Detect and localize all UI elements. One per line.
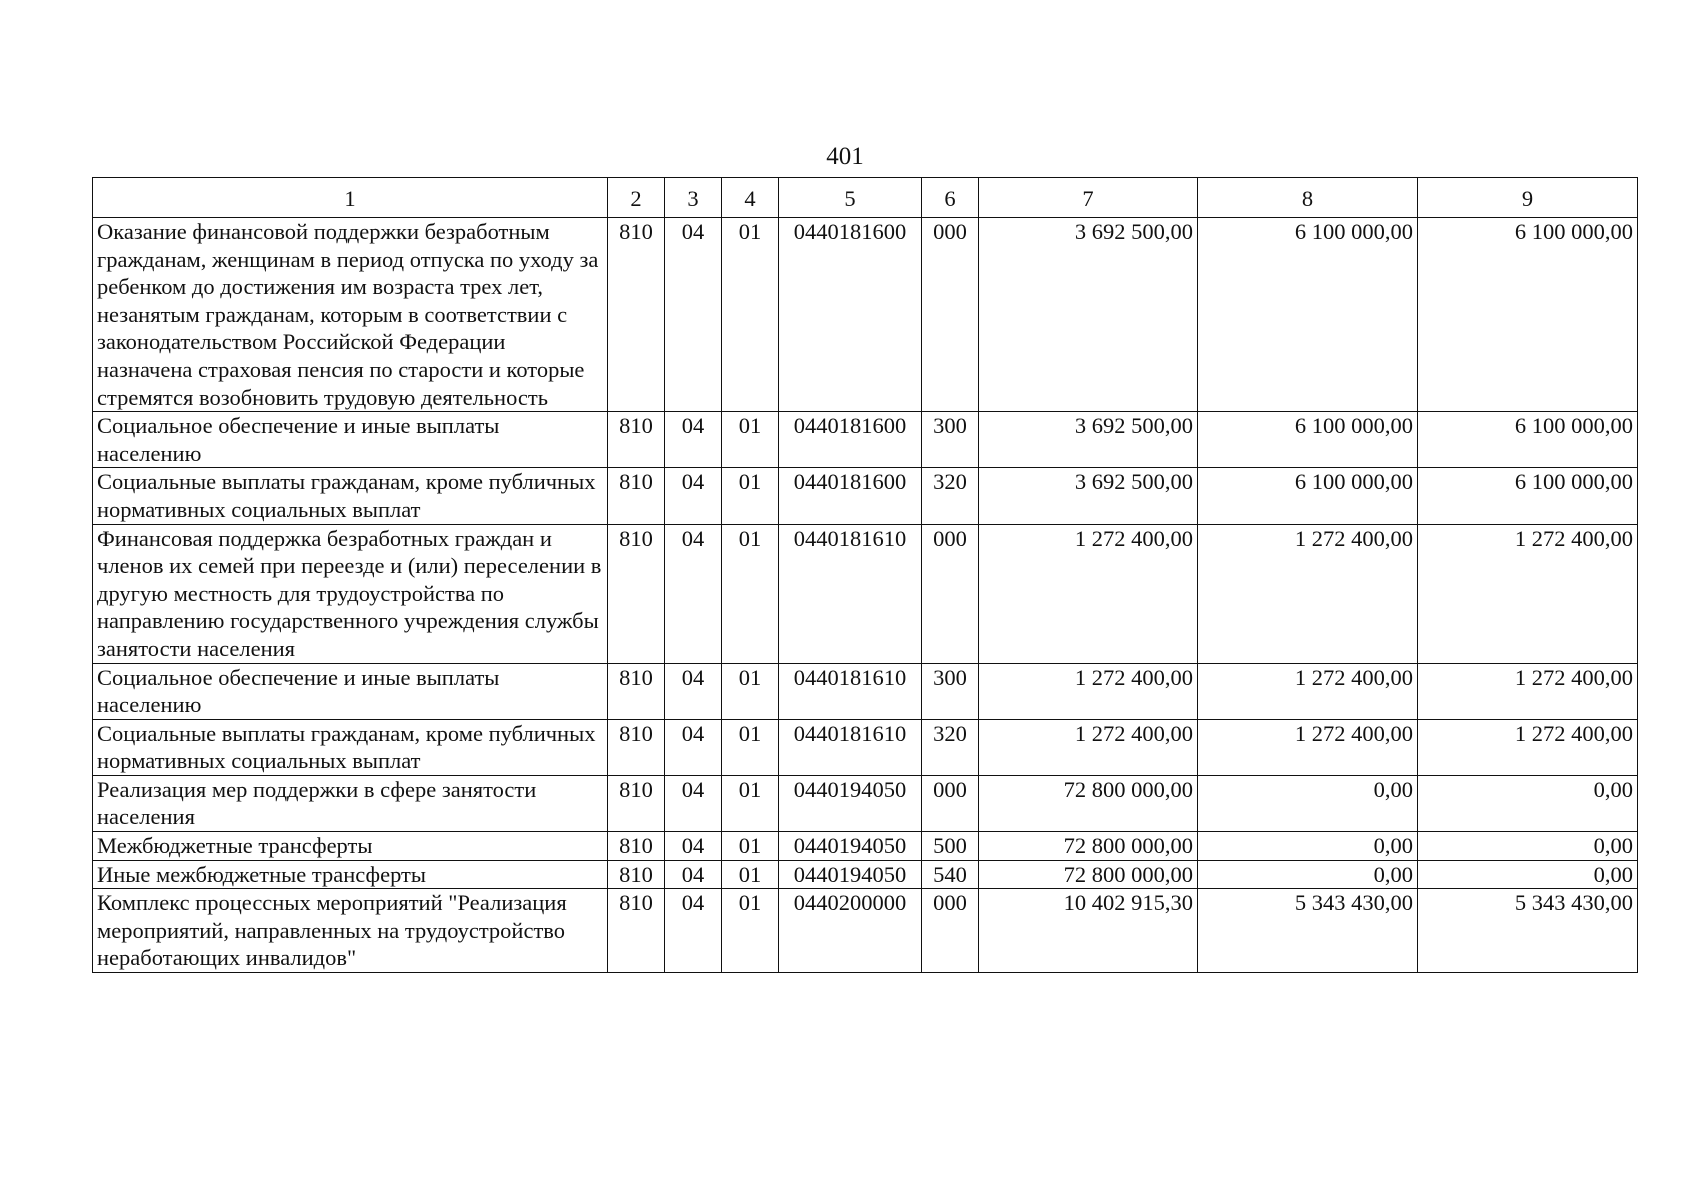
amount-col9-cell: 0,00 <box>1418 860 1638 889</box>
header-cell: 5 <box>779 178 922 218</box>
amount-col8-cell: 6 100 000,00 <box>1198 468 1418 524</box>
subsection-code-cell: 01 <box>722 218 779 412</box>
section-code-cell: 04 <box>665 218 722 412</box>
ministry-code-cell: 810 <box>608 860 665 889</box>
amount-col9-cell: 5 343 430,00 <box>1418 889 1638 973</box>
table-row <box>93 889 1638 973</box>
item-name-cell: Социальные выплаты гражданам, кроме публичных нормативных социальных выплат <box>93 719 608 775</box>
ministry-code-cell: 810 <box>608 218 665 412</box>
ministry-code-cell: 810 <box>608 412 665 468</box>
subsection-code-cell: 01 <box>722 775 779 831</box>
header-cell: 7 <box>979 178 1198 218</box>
ministry-code-cell: 810 <box>608 719 665 775</box>
subsection-code-cell: 01 <box>722 889 779 973</box>
subsection-code-cell: 01 <box>722 832 779 861</box>
amount-col8-cell: 0,00 <box>1198 832 1418 861</box>
target-article-cell: 0440200000 <box>779 889 922 973</box>
section-code-cell: 04 <box>665 719 722 775</box>
subsection-code-cell: 01 <box>722 468 779 524</box>
amount-col9-cell: 0,00 <box>1418 775 1638 831</box>
section-code-cell: 04 <box>665 524 722 663</box>
subsection-code-cell: 01 <box>722 412 779 468</box>
header-row <box>93 178 1638 218</box>
target-article-cell: 0440194050 <box>779 775 922 831</box>
target-article-cell: 0440181600 <box>779 218 922 412</box>
amount-col8-cell: 0,00 <box>1198 860 1418 889</box>
ministry-code-cell: 810 <box>608 524 665 663</box>
expense-type-cell: 300 <box>922 663 979 719</box>
header-cell: 1 <box>93 178 608 218</box>
table-row <box>93 775 1638 831</box>
budget-table <box>92 177 1638 973</box>
expense-type-cell: 000 <box>922 775 979 831</box>
amount-col9-cell: 6 100 000,00 <box>1418 218 1638 412</box>
section-code-cell: 04 <box>665 468 722 524</box>
amount-col9-cell: 6 100 000,00 <box>1418 468 1638 524</box>
amount-col7-cell: 1 272 400,00 <box>979 663 1198 719</box>
item-name-cell: Социальное обеспечение и иные выплаты населению <box>93 663 608 719</box>
header-cell: 6 <box>922 178 979 218</box>
section-code-cell: 04 <box>665 889 722 973</box>
item-name-cell: Реализация мер поддержки в сфере занятости населения <box>93 775 608 831</box>
item-name-cell: Иные межбюджетные трансферты <box>93 860 608 889</box>
table-row <box>93 412 1638 468</box>
amount-col8-cell: 1 272 400,00 <box>1198 663 1418 719</box>
table-row <box>93 524 1638 663</box>
item-name-cell: Оказание финансовой поддержки безработным гражданам, женщинам в период отпуска по уходу за ребенком до достижения им возраста трех лет, незанятым гражданам, которым в соответствии с законодательством Российской Федерации назначена страховая пенсия по старости и которые стремятся возобновить трудовую деятельность <box>93 218 608 412</box>
amount-col8-cell: 6 100 000,00 <box>1198 412 1418 468</box>
section-code-cell: 04 <box>665 412 722 468</box>
ministry-code-cell: 810 <box>608 775 665 831</box>
target-article-cell: 0440181610 <box>779 663 922 719</box>
section-code-cell: 04 <box>665 775 722 831</box>
section-code-cell: 04 <box>665 663 722 719</box>
expense-type-cell: 500 <box>922 832 979 861</box>
amount-col8-cell: 1 272 400,00 <box>1198 719 1418 775</box>
item-name-cell: Социальное обеспечение и иные выплаты населению <box>93 412 608 468</box>
target-article-cell: 0440181600 <box>779 468 922 524</box>
page-number: 401 <box>826 143 864 170</box>
subsection-code-cell: 01 <box>722 719 779 775</box>
amount-col7-cell: 72 800 000,00 <box>979 832 1198 861</box>
section-code-cell: 04 <box>665 860 722 889</box>
ministry-code-cell: 810 <box>608 663 665 719</box>
target-article-cell: 0440194050 <box>779 860 922 889</box>
item-name-cell: Финансовая поддержка безработных граждан и членов их семей при переезде и (или) переселении в другую местность для трудоустройства по направлению государственного учреждения службы занятости населения <box>93 524 608 663</box>
header-cell: 2 <box>608 178 665 218</box>
target-article-cell: 0440181610 <box>779 524 922 663</box>
target-article-cell: 0440194050 <box>779 832 922 861</box>
table-row <box>93 218 1638 412</box>
table-row <box>93 719 1638 775</box>
item-name-cell: Социальные выплаты гражданам, кроме публичных нормативных социальных выплат <box>93 468 608 524</box>
ministry-code-cell: 810 <box>608 832 665 861</box>
amount-col7-cell: 72 800 000,00 <box>979 775 1198 831</box>
table-row <box>93 832 1638 861</box>
amount-col7-cell: 1 272 400,00 <box>979 524 1198 663</box>
amount-col8-cell: 6 100 000,00 <box>1198 218 1418 412</box>
amount-col9-cell: 1 272 400,00 <box>1418 719 1638 775</box>
amount-col7-cell: 3 692 500,00 <box>979 218 1198 412</box>
expense-type-cell: 320 <box>922 719 979 775</box>
item-name-cell: Межбюджетные трансферты <box>93 832 608 861</box>
amount-col8-cell: 1 272 400,00 <box>1198 524 1418 663</box>
ministry-code-cell: 810 <box>608 468 665 524</box>
amount-col8-cell: 5 343 430,00 <box>1198 889 1418 973</box>
expense-type-cell: 000 <box>922 889 979 973</box>
amount-col7-cell: 1 272 400,00 <box>979 719 1198 775</box>
amount-col8-cell: 0,00 <box>1198 775 1418 831</box>
subsection-code-cell: 01 <box>722 860 779 889</box>
expense-type-cell: 320 <box>922 468 979 524</box>
amount-col9-cell: 1 272 400,00 <box>1418 663 1638 719</box>
table-row <box>93 663 1638 719</box>
table-row <box>93 468 1638 524</box>
amount-col9-cell: 6 100 000,00 <box>1418 412 1638 468</box>
section-code-cell: 04 <box>665 832 722 861</box>
header-cell: 9 <box>1418 178 1638 218</box>
target-article-cell: 0440181600 <box>779 412 922 468</box>
amount-col7-cell: 3 692 500,00 <box>979 468 1198 524</box>
target-article-cell: 0440181610 <box>779 719 922 775</box>
amount-col7-cell: 3 692 500,00 <box>979 412 1198 468</box>
amount-col9-cell: 0,00 <box>1418 832 1638 861</box>
expense-type-cell: 000 <box>922 524 979 663</box>
subsection-code-cell: 01 <box>722 524 779 663</box>
item-name-cell: Комплекс процессных мероприятий "Реализация мероприятий, направленных на трудоустройство неработающих инвалидов" <box>93 889 608 973</box>
amount-col7-cell: 10 402 915,30 <box>979 889 1198 973</box>
amount-col7-cell: 72 800 000,00 <box>979 860 1198 889</box>
ministry-code-cell: 810 <box>608 889 665 973</box>
amount-col9-cell: 1 272 400,00 <box>1418 524 1638 663</box>
table-row <box>93 860 1638 889</box>
expense-type-cell: 300 <box>922 412 979 468</box>
header-cell: 3 <box>665 178 722 218</box>
header-cell: 4 <box>722 178 779 218</box>
expense-type-cell: 540 <box>922 860 979 889</box>
table-body <box>93 218 1638 973</box>
header-cell: 8 <box>1198 178 1418 218</box>
subsection-code-cell: 01 <box>722 663 779 719</box>
expense-type-cell: 000 <box>922 218 979 412</box>
